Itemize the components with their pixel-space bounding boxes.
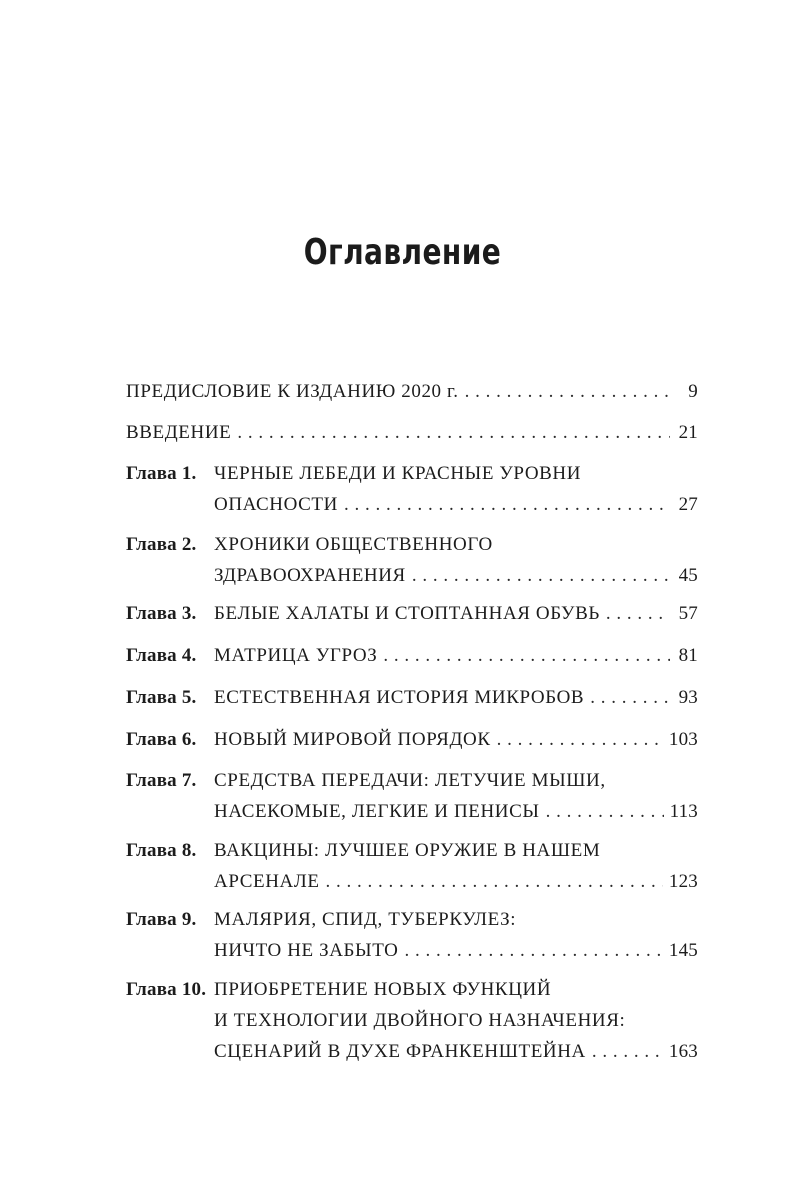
chapter-title: И ТЕХНОЛОГИИ ДВОЙНОГО НАЗНАЧЕНИЯ:: [214, 1010, 626, 1031]
dot-leader: [497, 728, 663, 752]
page-number: 9: [688, 381, 698, 402]
chapter-label: Глава 3.: [126, 603, 197, 624]
toc-line: [126, 1009, 698, 1033]
toc-line: [126, 769, 698, 793]
dot-leader: [412, 564, 670, 588]
chapter-label: Глава 9.: [126, 909, 197, 930]
dot-leader: [606, 602, 670, 626]
chapter-title: БЕЛЫЕ ХАЛАТЫ И СТОПТАННАЯ ОБУВЬ: [214, 603, 600, 624]
page-title: Оглавление: [303, 232, 502, 273]
chapter-label: Глава 2.: [126, 534, 197, 555]
toc-line: [126, 462, 698, 486]
dot-leader: [344, 493, 670, 517]
dot-leader: [326, 870, 663, 894]
toc-line: [126, 728, 698, 752]
page-number: 113: [669, 801, 698, 822]
chapter-title: ОПАСНОСТИ: [214, 494, 338, 515]
dot-leader: [592, 1040, 663, 1064]
chapter-title: НИЧТО НЕ ЗАБЫТО: [214, 940, 399, 961]
toc-line: [126, 686, 698, 710]
dot-leader: [383, 644, 670, 668]
chapter-label: Глава 1.: [126, 463, 197, 484]
toc-line: [126, 978, 698, 1002]
chapter-title: ЧЕРНЫЕ ЛЕБЕДИ И КРАСНЫЕ УРОВНИ: [214, 463, 582, 484]
chapter-title: СРЕДСТВА ПЕРЕДАЧИ: ЛЕТУЧИЕ МЫШИ,: [214, 770, 606, 791]
page-number: 45: [678, 565, 698, 586]
dot-leader: [590, 686, 670, 710]
chapter-title: МАЛЯРИЯ, СПИД, ТУБЕРКУЛЕЗ:: [214, 909, 517, 930]
toc-line: [126, 1040, 698, 1064]
chapter-label: Глава 6.: [126, 729, 197, 750]
toc-line: [126, 564, 698, 588]
dot-leader: [405, 939, 663, 963]
page-number: 123: [668, 871, 698, 892]
toc-line: [126, 493, 698, 517]
page-number: 93: [678, 687, 698, 708]
toc-line: [126, 602, 698, 626]
chapter-label: Глава 10.: [126, 979, 207, 1000]
toc-line: [126, 533, 698, 557]
chapter-title: АРСЕНАЛЕ: [214, 871, 320, 892]
toc-line: [126, 380, 698, 404]
chapter-title: ПРИОБРЕТЕНИЕ НОВЫХ ФУНКЦИЙ: [214, 979, 552, 1000]
page-number: 163: [668, 1041, 698, 1062]
dot-leader: [237, 421, 670, 445]
chapter-title: СЦЕНАРИЙ В ДУХЕ ФРАНКЕНШТЕЙНА: [214, 1041, 586, 1062]
chapter-title: ЗДРАВООХРАНЕНИЯ: [214, 565, 406, 586]
toc-line: [126, 908, 698, 932]
dot-leader: [546, 800, 664, 824]
chapter-title: ПРЕДИСЛОВИЕ К ИЗДАНИЮ 2020 г.: [126, 381, 459, 402]
page-number: 21: [678, 422, 698, 443]
toc-line: [126, 939, 698, 963]
toc-line: [126, 644, 698, 668]
page-number: 57: [678, 603, 698, 624]
chapter-title: НАСЕКОМЫЕ, ЛЕГКИЕ И ПЕНИСЫ: [214, 801, 540, 822]
dot-leader: [465, 380, 670, 404]
chapter-title: ХРОНИКИ ОБЩЕСТВЕННОГО: [214, 534, 493, 555]
page-number: 103: [668, 729, 698, 750]
chapter-title: МАТРИЦА УГРОЗ: [214, 645, 378, 666]
page-number: 81: [678, 645, 698, 666]
toc-line: [126, 839, 698, 863]
chapter-label: Глава 4.: [126, 645, 197, 666]
chapter-title: ВВЕДЕНИЕ: [126, 422, 232, 443]
chapter-title: НОВЫЙ МИРОВОЙ ПОРЯДОК: [214, 729, 491, 750]
page-number: 145: [668, 940, 698, 961]
chapter-title: ВАКЦИНЫ: ЛУЧШЕЕ ОРУЖИЕ В НАШЕМ: [214, 840, 601, 861]
page-number: 27: [678, 494, 698, 515]
toc-line: [126, 421, 698, 445]
chapter-title: ЕСТЕСТВЕННАЯ ИСТОРИЯ МИКРОБОВ: [214, 687, 585, 708]
toc-line: [126, 800, 698, 824]
toc-line: [126, 870, 698, 894]
chapter-label: Глава 5.: [126, 687, 197, 708]
chapter-label: Глава 7.: [126, 770, 197, 791]
chapter-label: Глава 8.: [126, 840, 197, 861]
